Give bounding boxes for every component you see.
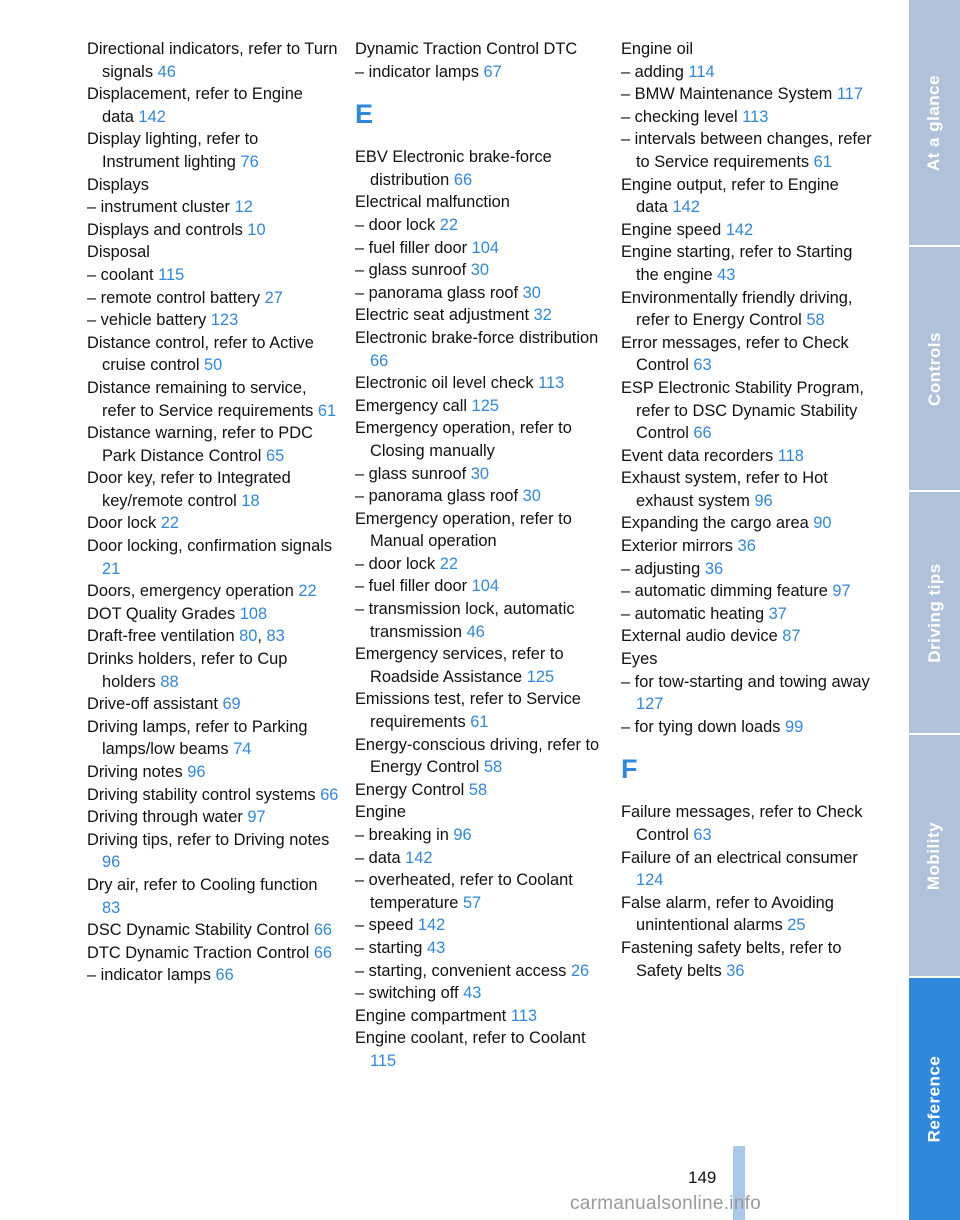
- entry-text: – fuel filler door: [355, 577, 468, 596]
- index-entry: [355, 575, 607, 598]
- index-entry: [355, 395, 607, 418]
- entry-text: Engine compartment: [355, 1006, 507, 1025]
- index-entry: [621, 535, 873, 558]
- entry-text: False alarm, refer to Avoiding unintentional alarms: [621, 893, 834, 935]
- entry-text: – for tying down loads: [621, 717, 781, 736]
- entry-text: Energy Control: [355, 780, 465, 799]
- entry-text: Engine output, refer to Engine data: [621, 175, 839, 217]
- page-link[interactable]: 88: [160, 672, 179, 691]
- page-link[interactable]: 142: [417, 916, 446, 935]
- index-entry: [621, 83, 873, 106]
- entry-text: Exhaust system, refer to Hot exhaust system: [621, 469, 828, 510]
- page-link[interactable]: 115: [370, 1051, 397, 1070]
- entry-text: Event data recorders: [621, 446, 774, 465]
- tab-label: Controls: [924, 331, 944, 406]
- page-link[interactable]: 30: [522, 283, 541, 302]
- entry-text: Doors, emergency operation: [87, 582, 294, 601]
- index-entry: [621, 603, 873, 626]
- index-entry: [355, 146, 607, 191]
- entry-text: – speed: [355, 916, 414, 935]
- entry-text: – overheated, refer to Coolant temperature: [355, 871, 573, 912]
- index-entry: [355, 508, 607, 553]
- entry-text: Draft-free ventilation: [87, 627, 235, 646]
- entry-text: – door lock: [355, 215, 436, 234]
- index-entry: [621, 648, 873, 671]
- tab-mobility[interactable]: [909, 733, 960, 976]
- page-link[interactable]: 83: [266, 627, 285, 646]
- index-entry: [87, 287, 339, 310]
- entry-text: – transmission lock, automatic transmission: [355, 600, 575, 641]
- entry-text: – BMW Maintenance System: [621, 85, 833, 104]
- entry-text: Environmentally friendly driving, refer to Energy Control: [621, 288, 853, 330]
- index-entry: [355, 282, 607, 305]
- page-link[interactable]: 108: [239, 604, 268, 623]
- entry-text: Dynamic Traction Control DTC: [355, 40, 578, 58]
- index-entry: [355, 598, 607, 643]
- page-link[interactable]: 142: [138, 107, 166, 126]
- page-link[interactable]: 12: [234, 198, 253, 217]
- index-entry: [621, 892, 873, 937]
- entry-text: DOT Quality Grades: [87, 604, 236, 623]
- page-link[interactable]: 118: [777, 446, 804, 465]
- page-link[interactable]: 115: [158, 265, 185, 284]
- entry-text: Drinks holders, refer to Cup holders: [87, 650, 288, 691]
- tab-label: Driving tips: [924, 562, 944, 663]
- tab-driving-tips[interactable]: [909, 490, 960, 733]
- entry-text: DTC Dynamic Traction Control: [87, 943, 310, 962]
- page-link[interactable]: 36: [726, 961, 745, 980]
- entry-text: – glass sunroof: [355, 464, 467, 483]
- entry-text: DSC Dynamic Stability Control: [87, 921, 310, 940]
- index-entry: [87, 648, 339, 693]
- section-sidebar: [909, 0, 960, 1220]
- page-link[interactable]: 123: [210, 311, 239, 330]
- entry-text: Driving tips, refer to Driving notes: [87, 830, 330, 849]
- index-entry: [355, 779, 607, 802]
- index-entry: [621, 801, 873, 846]
- index-entry: [621, 219, 873, 242]
- tab-at-a-glance[interactable]: [909, 0, 960, 245]
- index-entry: [621, 716, 873, 739]
- page-link[interactable]: 22: [298, 582, 317, 601]
- entry-text: Driving through water: [87, 808, 243, 827]
- page-link[interactable]: 99: [785, 717, 804, 736]
- section-letter: E: [355, 99, 374, 130]
- page-link[interactable]: 96: [453, 826, 472, 844]
- page-link[interactable]: 113: [742, 107, 769, 126]
- entry-text: – intervals between changes, refer to Service requirements: [621, 130, 872, 171]
- page-link[interactable]: 125: [526, 667, 555, 686]
- index-entry: [355, 259, 607, 282]
- index-entry: [87, 806, 339, 829]
- page-link[interactable]: 80: [239, 627, 258, 646]
- index-entry: [621, 445, 873, 468]
- page-link[interactable]: 66: [453, 170, 473, 189]
- index-entry: [355, 372, 607, 395]
- entry-text: Door lock: [87, 514, 157, 533]
- page-link[interactable]: 65: [265, 446, 285, 465]
- index-entry: [87, 580, 339, 603]
- page-link[interactable]: 66: [313, 921, 333, 940]
- page-link[interactable]: 117: [836, 85, 864, 104]
- page-link[interactable]: 63: [693, 826, 712, 844]
- section-letter: F: [621, 754, 638, 785]
- page-link[interactable]: 32: [533, 306, 552, 325]
- entry-text: EBV Electronic brake-force distribution: [355, 148, 552, 189]
- page-link[interactable]: 58: [468, 780, 488, 799]
- index-entry: [621, 467, 873, 512]
- entry-text: Engine coolant, refer to Coolant: [355, 1029, 586, 1048]
- entry-text: ESP Electronic Stability Program, refer to DSC Dynamic Stability Control: [621, 378, 864, 443]
- entry-text: Distance control, refer to Active cruise control: [87, 333, 314, 375]
- index-entry: [355, 38, 607, 61]
- page-link[interactable]: 66: [693, 424, 712, 443]
- page-link[interactable]: 30: [470, 464, 489, 483]
- index-entry: [355, 914, 607, 937]
- page-link[interactable]: 27: [264, 288, 283, 307]
- index-entry: [621, 106, 873, 129]
- page-link[interactable]: 69: [222, 695, 241, 714]
- entry-text: Displays: [87, 175, 149, 194]
- index-entry: [355, 463, 607, 486]
- entry-text: – indicator lamps: [87, 966, 211, 985]
- index-entry: [621, 38, 873, 61]
- entry-text: Drive-off assistant: [87, 695, 218, 714]
- page-link[interactable]: 96: [754, 491, 773, 510]
- entry-text: – coolant: [87, 265, 154, 284]
- entry-text: – starting: [355, 938, 423, 957]
- index-entry: [355, 869, 607, 914]
- index-entry: [355, 191, 607, 214]
- page-link[interactable]: 37: [768, 604, 787, 623]
- entry-text: – adding: [621, 62, 684, 81]
- page-link[interactable]: 104: [471, 577, 499, 596]
- page-link[interactable]: 90: [813, 514, 832, 533]
- index-entry: [87, 716, 339, 761]
- page-link[interactable]: 58: [483, 758, 503, 777]
- entry-text: – for tow-starting and towing away: [621, 672, 870, 691]
- page-link[interactable]: 142: [405, 848, 433, 867]
- entry-text: Fastening safety belts, refer to Safety belts: [621, 938, 842, 980]
- index-entry: [87, 264, 339, 287]
- entry-text: Emissions test, refer to Service requirements: [355, 690, 581, 732]
- index-entry: [87, 377, 339, 422]
- index-entry: [87, 625, 339, 648]
- page-link[interactable]: 61: [317, 401, 337, 420]
- index-entry: [621, 128, 873, 173]
- index-entry: [355, 937, 607, 960]
- index-entry: [87, 829, 339, 874]
- page-link[interactable]: 22: [160, 514, 180, 533]
- page-link[interactable]: 61: [813, 152, 832, 171]
- entry-text: – starting, convenient access: [355, 961, 567, 980]
- index-entry: [87, 603, 339, 626]
- page-link[interactable]: 66: [320, 785, 339, 804]
- page-link[interactable]: 114: [688, 62, 715, 81]
- index-entry: [87, 919, 339, 942]
- index-entry: [355, 824, 607, 847]
- page-number: 149: [688, 1168, 717, 1187]
- page-link[interactable]: 36: [737, 537, 756, 556]
- entry-text: – panorama glass roof: [355, 283, 519, 302]
- page-separator: ,: [257, 627, 262, 646]
- index-entry: [621, 377, 873, 445]
- entry-text: Failure messages, refer to Check Control: [621, 803, 863, 844]
- page-link[interactable]: 97: [247, 808, 266, 827]
- index-entry: [355, 982, 607, 1005]
- page-link[interactable]: 10: [247, 220, 266, 239]
- index-entry: [87, 784, 339, 807]
- entry-text: Failure of an electrical consumer: [621, 848, 858, 867]
- page-link[interactable]: 22: [439, 215, 458, 234]
- page-link[interactable]: 67: [483, 62, 502, 81]
- page-link[interactable]: 66: [313, 943, 333, 962]
- index-entry: [355, 327, 607, 372]
- page-link[interactable]: 96: [187, 763, 206, 781]
- index-entry: [87, 964, 339, 987]
- entry-text: Expanding the cargo area: [621, 514, 809, 533]
- index-entry: [355, 643, 607, 688]
- index-entry: [621, 174, 873, 219]
- index-entry: [621, 580, 873, 603]
- watermark: carmanualsonline.info: [570, 1193, 762, 1214]
- entry-text: – breaking in: [355, 826, 449, 844]
- entry-text: – data: [355, 848, 401, 867]
- entry-text: Electric seat adjustment: [355, 306, 529, 325]
- page-link[interactable]: 36: [704, 559, 724, 578]
- entry-text: Directional indicators, refer to Turn signals: [87, 40, 338, 81]
- entry-text: Driving stability control systems: [87, 785, 316, 804]
- entry-text: Display lighting, refer to Instrument lighting: [87, 130, 259, 171]
- page-link[interactable]: 58: [806, 311, 825, 330]
- tab-label: Reference: [924, 1055, 944, 1143]
- index-entry: [355, 734, 607, 779]
- page-link[interactable]: 96: [102, 853, 121, 872]
- entry-text: Engine starting, refer to Starting the engine: [621, 243, 853, 284]
- page-link[interactable]: 63: [693, 356, 712, 375]
- index-entry: [87, 128, 339, 173]
- entry-text: Driving notes: [87, 763, 183, 781]
- index-entry: [87, 512, 339, 535]
- page-link[interactable]: 22: [439, 554, 458, 573]
- page-link[interactable]: 43: [463, 984, 482, 1003]
- tab-label: Mobility: [924, 821, 944, 890]
- page-link[interactable]: 43: [717, 265, 736, 284]
- index-entry: [355, 553, 607, 576]
- page-link[interactable]: 43: [426, 938, 446, 957]
- page-link[interactable]: 57: [462, 893, 482, 912]
- entry-text: Disposal: [87, 243, 150, 262]
- page-link[interactable]: 76: [240, 152, 259, 171]
- index-entry: [355, 960, 607, 983]
- index-entry: [355, 688, 607, 733]
- index-entry: [355, 847, 607, 870]
- page-link[interactable]: 61: [470, 713, 489, 732]
- entry-text: Eyes: [621, 650, 658, 669]
- index-entry: [621, 558, 873, 581]
- entry-text: – vehicle battery: [87, 311, 207, 330]
- index-entry: [621, 671, 873, 716]
- entry-text: – indicator lamps: [355, 62, 479, 81]
- index-entry: [87, 196, 339, 219]
- index-column-1: [87, 38, 339, 987]
- index-entry: [87, 422, 339, 467]
- entry-text: – glass sunroof: [355, 261, 467, 280]
- entry-text: Emergency operation, refer to Manual operation: [355, 509, 572, 551]
- page-link[interactable]: 30: [522, 487, 541, 506]
- entry-text: Distance remaining to service, refer to Service requirements: [87, 378, 314, 420]
- entry-text: Energy-conscious driving, refer to Energy Control: [355, 735, 600, 777]
- entry-text: – fuel filler door: [355, 238, 468, 257]
- index-entry: [87, 535, 339, 580]
- entry-text: Electrical malfunction: [355, 193, 510, 212]
- entry-text: Error messages, refer to Check Control: [621, 333, 849, 375]
- entry-text: – automatic dimming feature: [621, 582, 828, 601]
- index-entry: [355, 214, 607, 237]
- entry-text: Emergency call: [355, 396, 468, 415]
- entry-text: Emergency operation, refer to Closing manually: [355, 419, 572, 460]
- page-link[interactable]: 104: [471, 238, 499, 257]
- index-entry: [355, 417, 607, 462]
- page-link[interactable]: 124: [636, 871, 664, 890]
- page-link[interactable]: 30: [470, 261, 489, 280]
- entry-text: Exterior mirrors: [621, 537, 734, 556]
- entry-text: Emergency services, refer to Roadside Assistance: [355, 645, 564, 686]
- entry-text: Displays and controls: [87, 220, 243, 239]
- index-entry: [621, 625, 873, 648]
- index-entry: [621, 287, 873, 332]
- index-entry: [87, 693, 339, 716]
- entry-text: – instrument cluster: [87, 198, 231, 217]
- index-entry: [355, 237, 607, 260]
- page-link[interactable]: 66: [215, 966, 234, 985]
- entry-text: – door lock: [355, 554, 436, 573]
- page-link[interactable]: 127: [636, 695, 664, 714]
- entry-text: – adjusting: [621, 559, 701, 578]
- entry-text: – remote control battery: [87, 288, 261, 307]
- page-link[interactable]: 113: [510, 1006, 537, 1025]
- index-entry: [621, 937, 873, 982]
- entry-text: Engine speed: [621, 220, 722, 239]
- entry-text: Electronic oil level check: [355, 374, 534, 393]
- entry-text: – automatic heating: [621, 604, 765, 623]
- page-link[interactable]: 50: [204, 356, 223, 375]
- index-entry: [355, 1027, 607, 1072]
- page-link[interactable]: 46: [466, 622, 485, 641]
- page-link[interactable]: 21: [102, 559, 121, 578]
- index-entry: [621, 61, 873, 84]
- index-column-3: [621, 38, 873, 982]
- page-link[interactable]: 87: [782, 627, 801, 646]
- page-link[interactable]: 66: [370, 351, 389, 370]
- page-link[interactable]: 97: [832, 582, 851, 601]
- index-entry: [87, 942, 339, 965]
- entry-text: – panorama glass roof: [355, 487, 519, 506]
- page-link[interactable]: 125: [471, 396, 499, 415]
- entry-text: Engine: [355, 803, 407, 822]
- index-entry: [355, 801, 607, 824]
- page-link[interactable]: 26: [570, 961, 590, 980]
- entry-text: Door key, refer to Integrated key/remote control: [87, 469, 291, 510]
- entry-text: – switching off: [355, 984, 459, 1003]
- index-entry: [87, 309, 339, 332]
- index-entry: [87, 83, 339, 128]
- index-entry: [355, 1005, 607, 1028]
- index-entry: [87, 467, 339, 512]
- entry-text: Engine oil: [621, 40, 693, 58]
- page-link[interactable]: 18: [241, 491, 260, 510]
- index-entry: [87, 874, 339, 919]
- index-entry: [355, 485, 607, 508]
- page-link[interactable]: 46: [157, 62, 176, 81]
- index-entry: [621, 332, 873, 377]
- entry-text: Distance warning, refer to PDC Park Distance Control: [87, 424, 313, 465]
- index-entry: [87, 38, 339, 83]
- page-link[interactable]: 142: [672, 198, 700, 217]
- page-link[interactable]: 113: [538, 374, 565, 393]
- page-link[interactable]: 74: [233, 740, 252, 759]
- tab-reference[interactable]: [909, 976, 960, 1220]
- tab-label: At a glance: [924, 74, 944, 171]
- index-entry: [87, 219, 339, 242]
- index-entry: [355, 304, 607, 327]
- index-entry: [87, 174, 339, 197]
- index-entry: [87, 241, 339, 264]
- page-link[interactable]: 25: [787, 916, 806, 935]
- entry-text: – checking level: [621, 107, 738, 126]
- index-entry: [87, 761, 339, 784]
- index-column-2: [355, 38, 607, 1073]
- page-link[interactable]: 83: [102, 898, 121, 917]
- entry-text: External audio device: [621, 627, 778, 646]
- entry-text: Driving lamps, refer to Parking lamps/low beams: [87, 717, 308, 759]
- tab-controls[interactable]: [909, 245, 960, 490]
- index-entry: [621, 241, 873, 286]
- index-entry: [355, 61, 607, 84]
- entry-text: Displacement, refer to Engine data: [87, 85, 303, 126]
- entry-text: Dry air, refer to Cooling function: [87, 875, 318, 894]
- page-link[interactable]: 142: [725, 220, 754, 239]
- index-entry: [621, 847, 873, 892]
- index-entry: [621, 512, 873, 535]
- entry-text: Electronic brake-force distribution: [355, 328, 599, 347]
- index-entry: [87, 332, 339, 377]
- entry-text: Door locking, confirmation signals: [87, 537, 333, 556]
